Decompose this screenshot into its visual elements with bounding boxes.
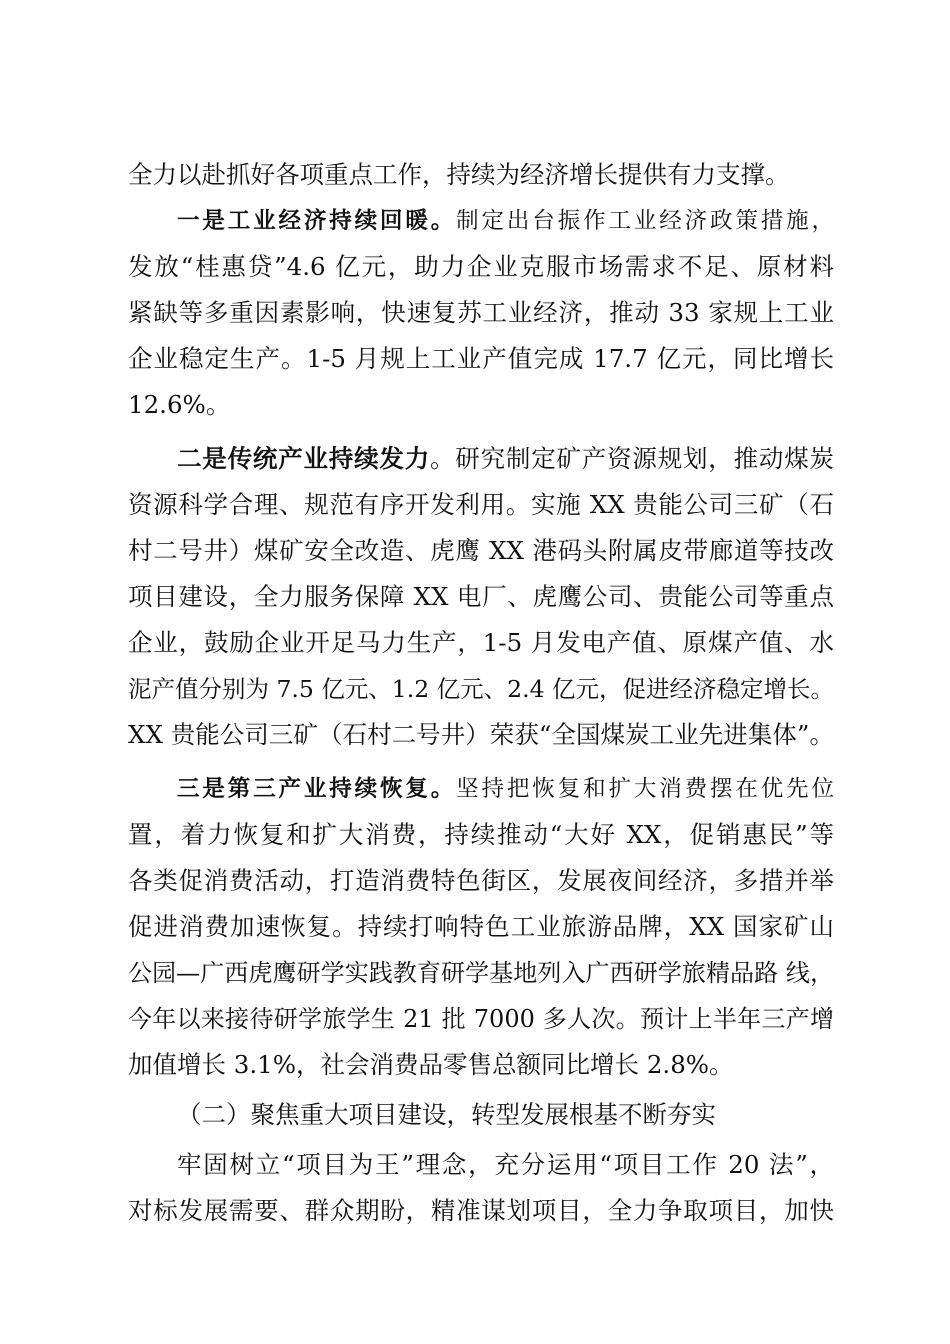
line-text: 村二号井）煤矿安全改造、虎鹰 XX 港码头附属皮带廊道等技改 bbox=[128, 536, 834, 565]
text-line bbox=[128, 620, 834, 666]
text-line bbox=[128, 290, 834, 336]
line-text: 置，着力恢复和扩大消费，持续推动“大好 XX，促销惠民”等 bbox=[128, 820, 834, 849]
text-line bbox=[128, 436, 834, 482]
text-line bbox=[128, 1092, 834, 1138]
line-text: 。研究制定矿产资源规划，推动煤炭 bbox=[430, 444, 834, 473]
line-text: 各类促消费活动，打造消费特色街区，发展夜间经济，多措并举 bbox=[128, 866, 834, 895]
line-text: 发放“桂惠贷”4.6 亿元，助力企业克服市场需求不足、原材料 bbox=[128, 252, 834, 281]
text-line bbox=[128, 482, 834, 528]
text-line bbox=[128, 858, 834, 904]
text-line bbox=[128, 336, 834, 382]
text-line bbox=[128, 244, 834, 290]
document-body bbox=[128, 152, 834, 1234]
paragraph-heading: 三是第三产业持续恢复。 bbox=[177, 776, 457, 802]
line-text: 今年以来接待研学旅学生 21 批 7000 多人次。预计上半年三产增 bbox=[128, 1005, 834, 1033]
paragraph-heading: 二是传统产业持续发力 bbox=[177, 444, 430, 473]
text-line bbox=[128, 1042, 834, 1088]
line-text: （二）聚焦重大项目建设，转型发展根基不断夯实 bbox=[177, 1100, 716, 1129]
text-line bbox=[128, 382, 834, 428]
text-line bbox=[128, 996, 834, 1042]
text-line bbox=[128, 198, 834, 244]
text-line bbox=[128, 950, 834, 996]
text-line bbox=[128, 1188, 834, 1234]
line-text: 项目建设，全力服务保障 XX 电厂、虎鹰公司、贵能公司等重点 bbox=[128, 582, 834, 611]
document-lines bbox=[128, 152, 834, 1234]
line-text: 对标发展需要、群众期盼，精准谋划项目，全力争取项目，加快 bbox=[128, 1196, 834, 1225]
line-text: 促进消费加速恢复。持续打响特色工业旅游品牌，XX 国家矿山 bbox=[128, 912, 834, 941]
line-text: 企业稳定生产。1-5 月规上工业产值完成 17.7 亿元，同比增长 bbox=[128, 344, 834, 373]
text-line bbox=[128, 152, 834, 198]
line-text: 加值增长 3.1%，社会消费品零售总额同比增长 2.8%。 bbox=[128, 1050, 734, 1079]
line-text: 公园—广西虎鹰研学实践教育研学基地列入广西研学旅精品路 线， bbox=[128, 959, 834, 987]
text-line bbox=[128, 528, 834, 574]
text-line bbox=[128, 766, 834, 812]
line-text: 制定出台振作工业经济政策措施， bbox=[456, 208, 834, 234]
text-line bbox=[128, 904, 834, 950]
line-text: 泥产值分别为 7.5 亿元、1.2 亿元、2.4 亿元，促进经济稳定增长。 bbox=[128, 675, 834, 703]
line-text: 坚持把恢复和扩大消费摆在优先位 bbox=[456, 776, 834, 802]
text-line bbox=[128, 574, 834, 620]
paragraph-heading: 一是工业经济持续回暖。 bbox=[177, 208, 457, 234]
line-text: 全力以赴抓好各项重点工作，持续为经济增长提供有力支撑。 bbox=[128, 160, 790, 189]
line-text: 企业，鼓励企业开足马力生产，1-5 月发电产值、原煤产值、水 bbox=[128, 628, 834, 657]
line-text: 资源科学合理、规范有序开发利用。实施 XX 贵能公司三矿（石 bbox=[128, 490, 834, 519]
line-text: 12.6%。 bbox=[128, 390, 231, 419]
line-text: XX 贵能公司三矿（石村二号井）荣获“全国煤炭工业先进集体”。 bbox=[128, 720, 834, 749]
line-text: 紧缺等多重因素影响，快速复苏工业经济，推动 33 家规上工业 bbox=[128, 298, 834, 327]
text-line bbox=[128, 1142, 834, 1188]
line-text: 牢固树立“项目为王”理念，充分运用“项目工作 20 法”， bbox=[177, 1150, 834, 1179]
text-line bbox=[128, 812, 834, 858]
text-line bbox=[128, 666, 834, 712]
text-line bbox=[128, 712, 834, 758]
